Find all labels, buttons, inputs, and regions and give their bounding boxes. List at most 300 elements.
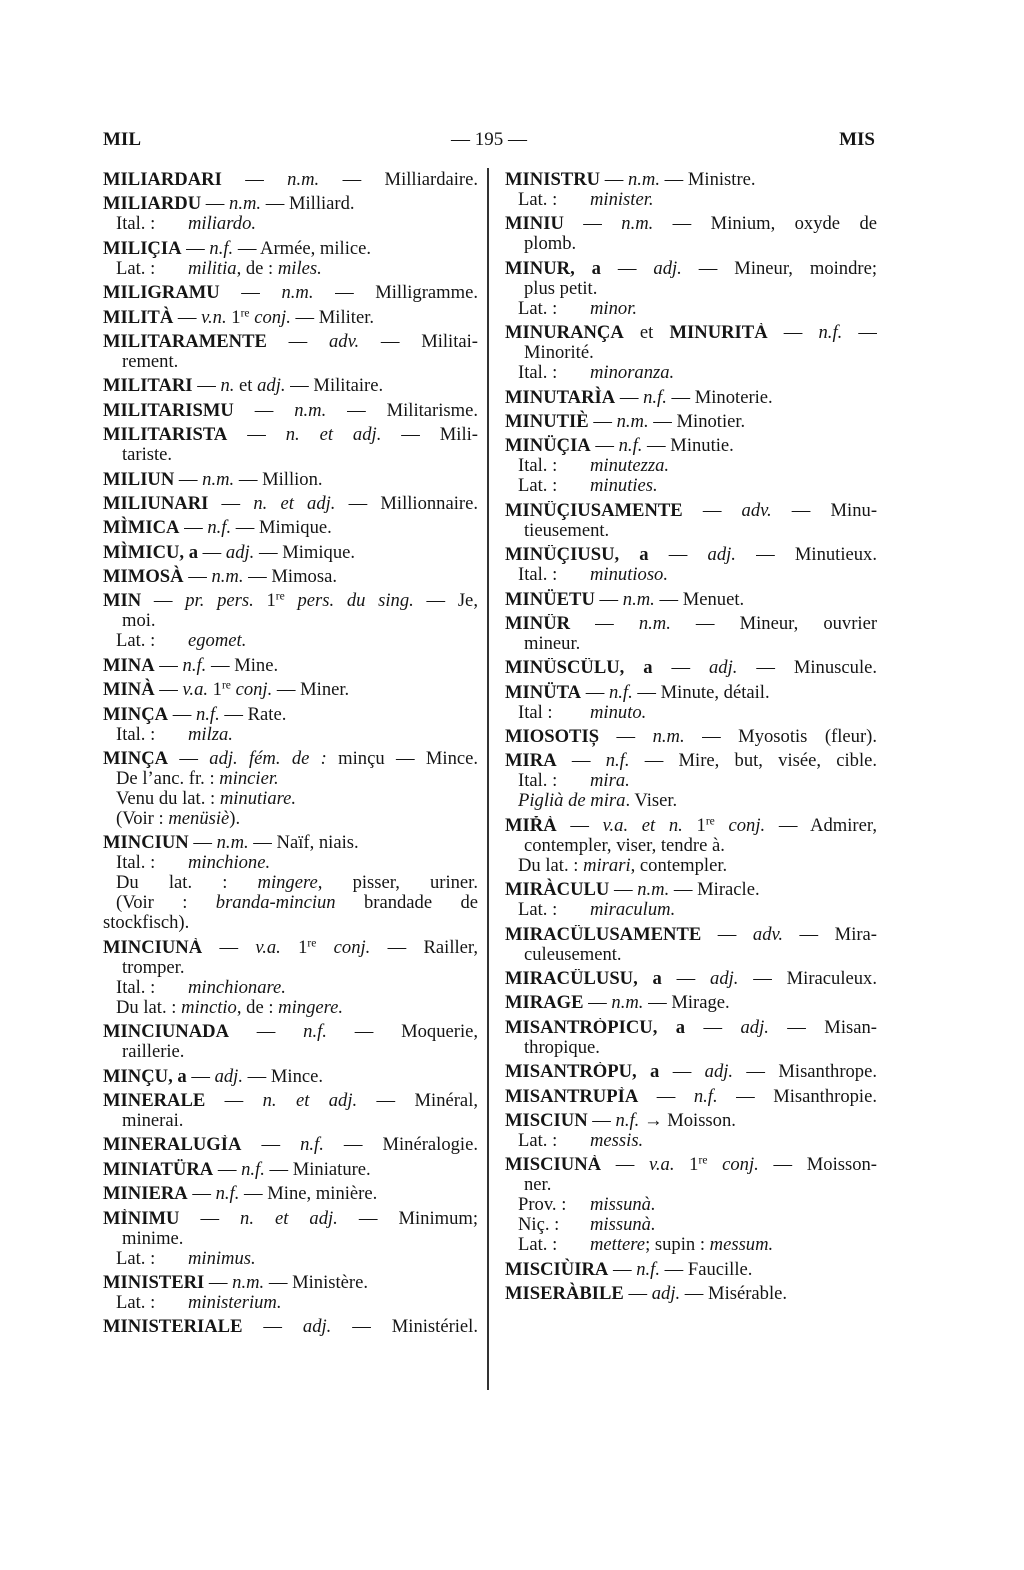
etymology-label: Lat. : [518, 1234, 558, 1256]
dictionary-entry [505, 614, 877, 654]
etymology-label: Ital. : [116, 976, 156, 998]
text: — Moisson- [758, 1155, 877, 1176]
italic-text: v.n. [201, 306, 227, 328]
entry-line [103, 1249, 478, 1269]
text: , pisser, uriner. [317, 873, 478, 894]
dictionary-entry [103, 833, 478, 933]
etymology-label: Lat. : [116, 257, 156, 279]
italic-text: n.f. [618, 435, 643, 457]
entry-line [103, 873, 478, 893]
dictionary-entry [103, 425, 478, 465]
italic-text: adj. [302, 1317, 332, 1338]
entry-headline [505, 170, 877, 190]
dictionary-entry [103, 1022, 478, 1062]
dictionary-entry [505, 436, 877, 496]
text: 1 [674, 1155, 699, 1176]
entry-headline [505, 880, 877, 900]
italic-text: conj. [333, 937, 371, 958]
headword: MINURANÇA [505, 323, 624, 344]
text: — Je, [413, 591, 478, 612]
entry-line [505, 279, 877, 299]
text: — [204, 1271, 233, 1293]
italic-text: n.m. [229, 193, 262, 215]
entry-line [505, 1038, 877, 1058]
entry-headline [103, 1091, 478, 1111]
entry-headline [103, 1022, 478, 1042]
running-head-left: MIL [103, 129, 141, 150]
text: mineur. [524, 632, 581, 654]
text: 1 [682, 815, 706, 836]
etymology-label: Lat. : [116, 630, 156, 652]
italic-text: n.f. [605, 751, 630, 772]
italic-text: n.f. [693, 1086, 718, 1107]
text: — Minutie. [642, 435, 734, 457]
italic-text: conj. [728, 815, 766, 836]
entry-line [103, 958, 478, 978]
italic-text: v.a. et n. [602, 815, 683, 836]
entry-line [505, 1195, 877, 1215]
italic-text: minor. [590, 297, 638, 319]
text: — [179, 1208, 241, 1229]
dictionary-entry [103, 1091, 478, 1131]
italic-text: n.m. [294, 400, 327, 421]
entry-headline [505, 751, 877, 771]
headword: MISANTRÒPU, a [505, 1062, 660, 1083]
entry-headline [103, 680, 478, 700]
text: → Moisson. [639, 1109, 736, 1131]
text: — [842, 323, 877, 344]
headword: MINUR, a [505, 258, 601, 279]
text: — Faucille. [659, 1258, 753, 1280]
text: — [615, 386, 644, 408]
entry-line [505, 1175, 877, 1195]
italic-text: n.f. [241, 1158, 265, 1180]
text: raillerie. [122, 1041, 185, 1063]
text: — [168, 703, 196, 725]
text: — Misérable. [680, 1283, 788, 1305]
text [316, 938, 333, 958]
italic-text: mincier. [219, 768, 279, 790]
dictionary-entry [103, 308, 478, 328]
text: — Mineur, moindre; [681, 258, 877, 279]
text: — [556, 815, 603, 836]
text: — Minimum; [337, 1208, 478, 1229]
entry-headline [505, 1018, 877, 1038]
text: — [563, 214, 622, 235]
text: — Minéral, [357, 1090, 478, 1111]
headword: MINÜÇIUSU, a [505, 545, 649, 566]
text: — [556, 751, 606, 772]
dictionary-entry [103, 283, 478, 303]
entry-line [505, 836, 877, 856]
text: — [266, 331, 329, 352]
dictionary-entry [103, 332, 478, 372]
text: — [181, 237, 210, 259]
headword: MISANTRUPÌA [505, 1086, 639, 1107]
entry-headline [103, 194, 478, 214]
italic-text: mingere [257, 873, 318, 894]
dictionary-entry [505, 816, 877, 876]
dictionary-entry [505, 214, 877, 254]
entry-line [103, 1293, 478, 1313]
headword: MINCIUN [103, 832, 189, 854]
headword: MIRAGE [505, 992, 584, 1014]
text: — Rate. [219, 703, 287, 725]
italic-text: minoranza. [590, 362, 675, 384]
italic-text: minister. [590, 189, 654, 210]
italic-text: n.m. [611, 992, 644, 1014]
entry-headline [103, 1273, 478, 1293]
italic-text: v.a. [649, 1155, 675, 1176]
text: — Railler, [370, 937, 478, 958]
entry-headline [103, 308, 478, 328]
headword: MINUTARÌA [505, 386, 616, 408]
entry-line [103, 893, 478, 913]
entry-headline [103, 567, 478, 587]
italic-text: ministerium. [188, 1291, 282, 1313]
entry-line [505, 900, 877, 920]
page-number: — 195 — [451, 129, 527, 150]
text: 1 [253, 591, 276, 612]
text: — Misan- [768, 1017, 877, 1038]
italic-text: missunà. [590, 1194, 656, 1216]
text: — Mine. [206, 654, 279, 676]
entry-line [103, 1042, 478, 1062]
headword: MINÀ [103, 679, 155, 701]
headword: MILIGRAMU [103, 283, 220, 304]
italic-text: minimus. [188, 1247, 256, 1269]
headword: MINURITÀ [669, 323, 768, 344]
italic-text: missunà. [590, 1214, 656, 1236]
etymology-label: Ital. : [518, 455, 558, 477]
text: — [154, 654, 183, 676]
superscript: re [275, 591, 285, 604]
dictionary-entry [505, 590, 877, 610]
italic-text: miles. [277, 257, 322, 279]
italic-text: n.m. [232, 1271, 265, 1293]
text: — [581, 681, 609, 703]
dictionary-entry [505, 1111, 877, 1151]
text: — Naïf, niais. [248, 832, 359, 854]
etymology-label: Lat. : [518, 297, 558, 319]
entry-headline [103, 591, 478, 611]
text: — [583, 992, 612, 1014]
etymology-label: Lat. : [116, 1291, 156, 1313]
text [707, 1155, 722, 1175]
italic-text: milza. [188, 723, 233, 745]
text: — Millionnaire. [335, 493, 478, 514]
italic-text: miliardo. [188, 213, 257, 235]
entry-headline [505, 658, 877, 678]
entry-line [505, 771, 877, 791]
headword: MINÇU, a [103, 1065, 187, 1087]
text: — [600, 258, 654, 279]
text: — Minute, détail. [632, 681, 770, 703]
italic-text: n.f. [636, 1258, 660, 1280]
entry-line [505, 363, 877, 383]
entry-headline [505, 1087, 877, 1107]
italic-text: n.f. [215, 1183, 240, 1205]
italic-text: adj. [707, 545, 736, 566]
italic-text: n.m. [638, 613, 671, 634]
entry-line [103, 725, 478, 745]
italic-text: adv. [741, 500, 772, 521]
headword: MINÜÇIA [505, 435, 591, 457]
headword: MINÜTA [505, 681, 582, 703]
italic-text: n.m. [622, 588, 655, 610]
italic-text: mingere. [278, 996, 344, 1018]
entry-headline [103, 425, 478, 445]
entry-headline [103, 1184, 478, 1204]
right-column [505, 170, 877, 1304]
text: — Minoterie. [666, 386, 773, 408]
text: , de : [236, 996, 279, 1018]
text: — [221, 170, 288, 190]
headword: MINÜETU [505, 588, 595, 610]
entry-headline [505, 545, 877, 565]
text: , de : [236, 257, 278, 279]
text: — Mire, but, visée, cible. [629, 751, 877, 772]
text: — Mira- [783, 924, 877, 945]
text: — [661, 969, 711, 990]
column-divider [487, 168, 489, 1390]
italic-text: adj. [704, 1062, 734, 1083]
entry-line [103, 631, 478, 651]
entry-line [505, 634, 877, 654]
entry-line [103, 611, 478, 631]
etymology-label: Ital. : [518, 770, 558, 792]
superscript: re [705, 815, 715, 828]
text: moi. [122, 610, 156, 632]
headword: MINISTERIALE [103, 1317, 243, 1338]
entry-line [103, 853, 478, 873]
italic-text: branda-minciun [215, 893, 336, 914]
text: culeusement. [524, 943, 622, 965]
text: — Milliard. [261, 193, 355, 215]
entry-headline [505, 436, 877, 456]
italic-text: adj. [653, 258, 682, 279]
text: — [588, 410, 617, 432]
entry-line [505, 343, 877, 363]
headword: MILIUNARI [103, 493, 209, 514]
italic-text: n.f. [818, 323, 843, 344]
text: — Miniature. [264, 1158, 371, 1180]
text: Du lat. : [518, 854, 584, 876]
headword: MINÇA [103, 703, 169, 725]
italic-text: n.f. [182, 654, 207, 676]
text: — [648, 545, 708, 566]
dictionary-entry [103, 170, 478, 190]
text: — [599, 727, 653, 748]
headword: MINIATÜRA [103, 1158, 214, 1180]
italic-text: v.a. [255, 937, 281, 958]
dictionary-entry [505, 545, 877, 585]
text: Venu du lat. : [116, 788, 220, 810]
italic-text: minuto. [590, 701, 647, 723]
italic-text: pr. pers. [185, 591, 254, 612]
text: — [227, 425, 286, 446]
dictionary-entry [103, 1273, 478, 1313]
text: minçu — Mince. [326, 749, 478, 770]
dictionary-entry [103, 470, 478, 490]
dictionary-entry [505, 880, 877, 920]
headword: MÌMICU, a [103, 541, 199, 563]
headword: MINÜR [505, 613, 571, 634]
text: — [183, 566, 212, 588]
text: , contempler. [630, 854, 728, 876]
dictionary-entry [103, 591, 478, 651]
headword: MINISTRU [505, 169, 601, 190]
dictionary-entry [505, 993, 877, 1013]
entry-line [505, 791, 877, 811]
dictionary-entry [505, 412, 877, 432]
dictionary-entry [103, 543, 478, 563]
text: — Mimique. [254, 541, 356, 563]
text: et [234, 375, 258, 397]
entry-line [103, 214, 478, 234]
italic-text: n.f. [608, 681, 633, 703]
page-header [103, 128, 875, 152]
entry-headline [505, 969, 877, 989]
italic-text: menüsiè [168, 808, 230, 830]
left-column [103, 170, 478, 1337]
dictionary-entry [103, 705, 478, 745]
dictionary-entry [505, 751, 877, 811]
text [715, 816, 729, 836]
italic-text: minchionare. [188, 976, 286, 998]
dictionary-entry [505, 388, 877, 408]
dictionary-entry [103, 401, 478, 421]
dictionary-entry [103, 494, 478, 514]
text: brandade de [335, 893, 478, 914]
text: — [590, 435, 619, 457]
entry-headline [103, 656, 478, 676]
dictionary-entry [103, 567, 478, 587]
headword: MILIÇIA [103, 237, 182, 259]
text: — [623, 1283, 652, 1305]
text: — Militai- [359, 331, 478, 352]
dictionary-entry [103, 239, 478, 279]
italic-text: minutezza. [590, 455, 670, 477]
headword: MIRACÜLUSU, a [505, 969, 662, 990]
text: — [188, 832, 217, 854]
text: — [229, 1022, 304, 1043]
headword: MILIARDARI [103, 170, 222, 190]
text: plomb. [524, 233, 577, 255]
italic-text: n.m. [211, 566, 244, 588]
italic-text: minuties. [590, 475, 658, 497]
entry-headline [103, 1135, 478, 1155]
etymology-label: Lat. : [518, 899, 558, 921]
etymology-label: Ital. : [116, 213, 156, 235]
headword: MISCIUN [505, 1109, 588, 1131]
text: ; supin : [645, 1234, 710, 1256]
text: De l’anc. fr. : [116, 768, 220, 790]
text: — [609, 879, 638, 901]
text: — Minutieux. [735, 545, 877, 566]
dictionary-entry [505, 1062, 877, 1082]
entry-line [103, 259, 478, 279]
headword: MIN [103, 591, 142, 612]
dictionary-entry [505, 658, 877, 678]
text: — Militer. [290, 306, 375, 328]
dictionary-entry [505, 1260, 877, 1280]
entry-headline [505, 1260, 877, 1280]
italic-text: n.m. [627, 169, 660, 190]
text: — [174, 468, 203, 490]
entry-line [103, 809, 478, 829]
italic-text: adv. [329, 331, 360, 352]
italic-text: n.f. [643, 386, 667, 408]
italic-text: adj. [740, 1017, 769, 1038]
text: — [201, 193, 230, 215]
headword: MIOSOTIȘ [505, 727, 600, 748]
text: . Viser. [625, 790, 678, 812]
entry-headline [103, 1317, 478, 1337]
text: — [652, 658, 709, 679]
entry-headline [505, 614, 877, 634]
etymology-label: Niç. : [518, 1214, 560, 1236]
text: — [141, 591, 186, 612]
italic-text: n. et adj. [262, 1090, 358, 1111]
italic-text: miraculum. [590, 899, 676, 921]
italic-text: n.f. [209, 237, 234, 259]
text: — Mimosa. [243, 566, 337, 588]
entry-headline [505, 683, 877, 703]
text: minerai. [122, 1109, 184, 1131]
entry-line [505, 565, 877, 585]
italic-text: adj. [214, 1065, 243, 1087]
entry-line [505, 1235, 877, 1255]
text: — Misanthrope. [733, 1062, 877, 1083]
headword: MINERALUGÌA [103, 1135, 242, 1156]
headword: MILIUN [103, 468, 175, 490]
text: — Admirer, [765, 815, 877, 836]
entry-headline [103, 1067, 478, 1087]
text: 1 [208, 679, 222, 701]
entry-headline [505, 1111, 877, 1131]
italic-text: militia [188, 257, 237, 279]
entry-headline [505, 214, 877, 234]
headword: MINISTERI [103, 1271, 205, 1293]
text: — [202, 937, 256, 958]
text: — Ministre. [659, 169, 756, 190]
entry-line [505, 945, 877, 965]
text: stockfisch). [103, 912, 190, 934]
entry-line [103, 769, 478, 789]
headword: MILITARISTA [103, 425, 228, 446]
headword: MINIERA [103, 1183, 188, 1205]
dictionary-entry [103, 938, 478, 1018]
headword: MINIU [505, 214, 564, 235]
entry-line [505, 521, 877, 541]
headword: MINÇA [103, 749, 169, 770]
italic-text: n. et adj. [285, 425, 382, 446]
italic-text: n.f. [195, 703, 220, 725]
headword: MILITARISMU [103, 400, 234, 421]
text: — Ministériel. [331, 1317, 478, 1338]
entry-line [103, 913, 478, 933]
etymology-label: Ital. : [518, 564, 558, 586]
italic-text: adj. [225, 541, 255, 563]
dictionary-entry [103, 749, 478, 829]
entry-line [505, 476, 877, 496]
text: — Mine, minière. [239, 1183, 378, 1205]
headword: MÌMICA [103, 517, 180, 539]
italic-text: mettere [590, 1234, 646, 1256]
etymology-label: Ital. : [116, 723, 156, 745]
dictionary-entry [103, 376, 478, 396]
